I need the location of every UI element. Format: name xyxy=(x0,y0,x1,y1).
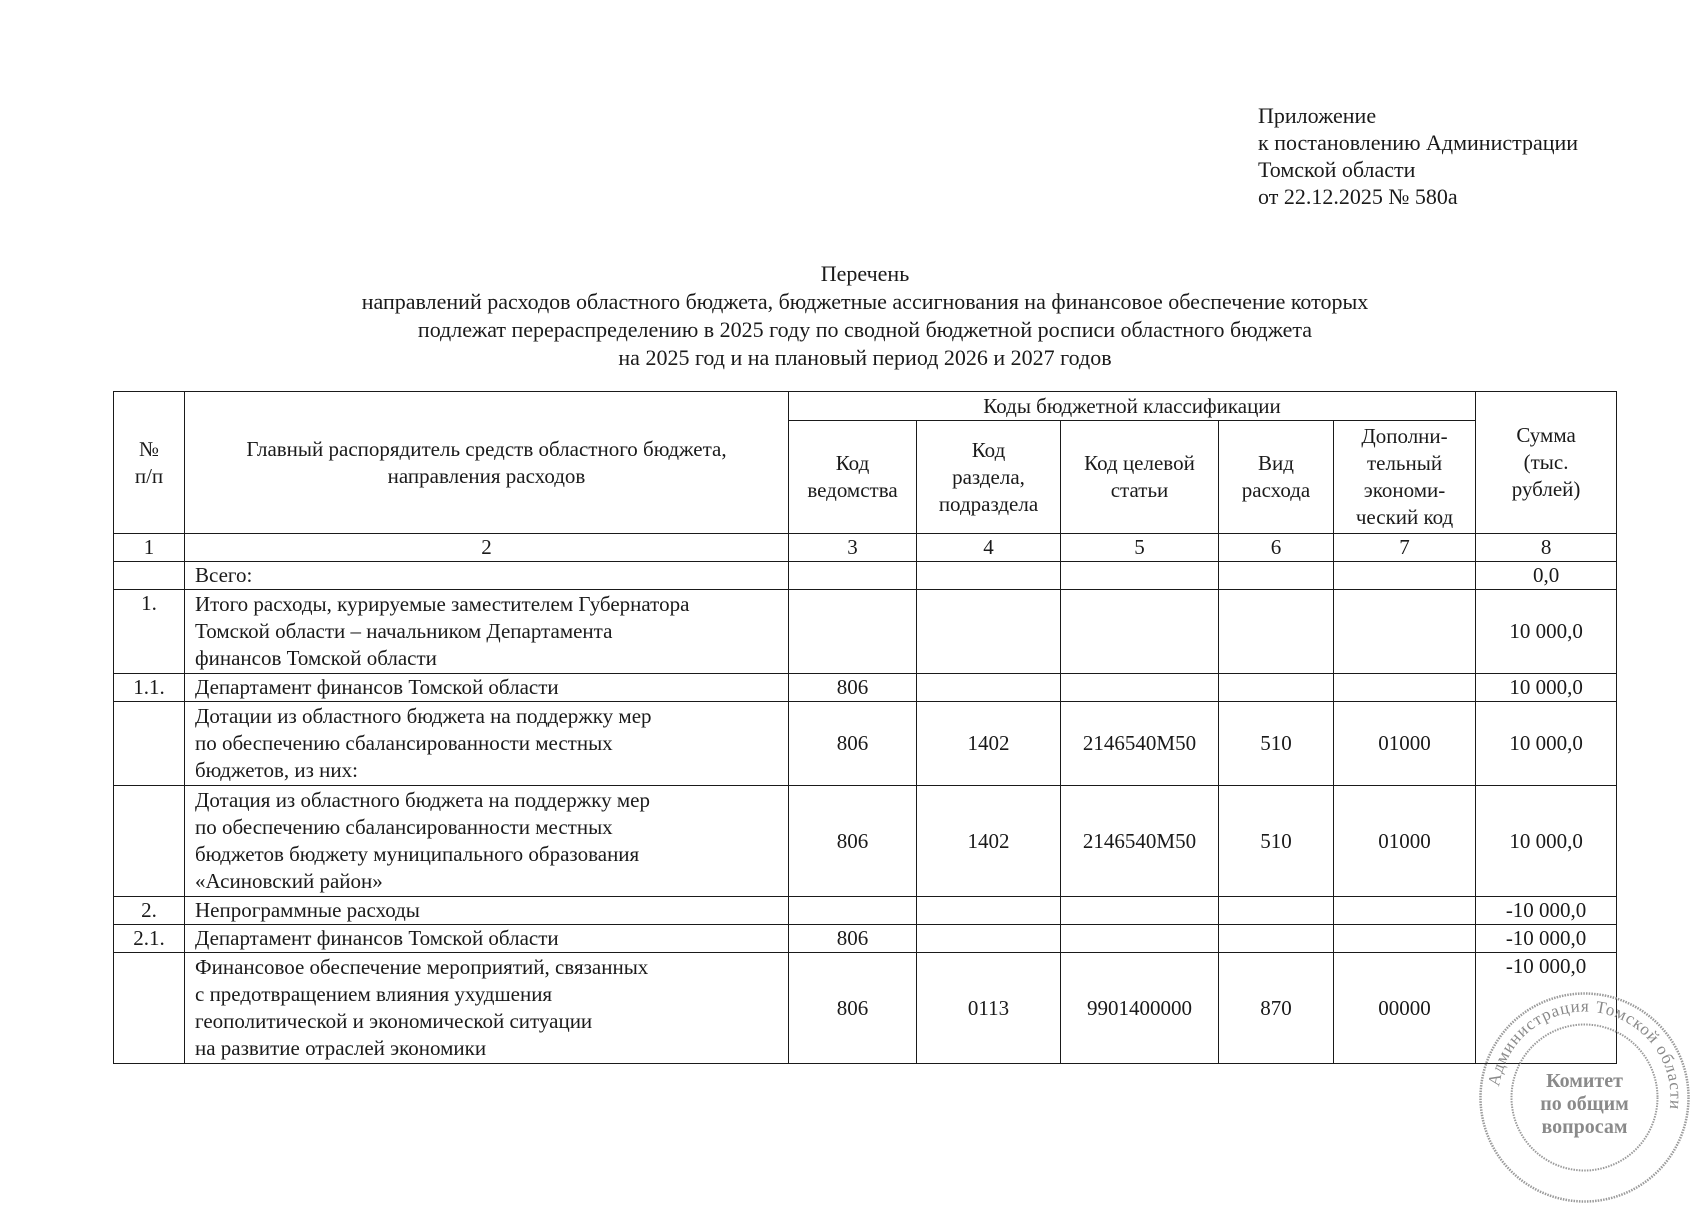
dept-code xyxy=(789,897,917,925)
expense-kind: 510 xyxy=(1219,702,1334,786)
dept-code xyxy=(789,562,917,590)
sum-value: -10 000,0 xyxy=(1476,953,1617,1064)
section-code xyxy=(917,590,1061,674)
expense-kind xyxy=(1219,674,1334,702)
row-number: 1.1. xyxy=(114,674,185,702)
appendix-line: Томской области xyxy=(1258,157,1416,182)
column-number: 3 xyxy=(789,534,917,562)
row-description-line: Итого расходы, курируемые заместителем Губернатора xyxy=(195,592,690,616)
sum-value: -10 000,0 xyxy=(1476,897,1617,925)
row-description-line: Томской области – начальником Департамента xyxy=(195,619,613,643)
row-number xyxy=(114,786,185,897)
section-code xyxy=(917,925,1061,953)
row-description-line: Финансовое обеспечение мероприятий, связанных xyxy=(195,955,649,979)
appendix-line: от 22.12.2025 № 580а xyxy=(1258,184,1458,209)
expense-kind: 510 xyxy=(1219,786,1334,897)
header-dept: Код ведомства xyxy=(789,421,917,534)
sum-value: -10 000,0 xyxy=(1476,925,1617,953)
header-kind: Вид расхода xyxy=(1219,421,1334,534)
extra-code xyxy=(1334,925,1476,953)
dept-code: 806 xyxy=(789,702,917,786)
extra-code: 01000 xyxy=(1334,786,1476,897)
table-row xyxy=(114,590,1617,674)
column-number: 4 xyxy=(917,534,1061,562)
column-number: 1 xyxy=(114,534,185,562)
header-sum: Сумма (тыс. рублей) xyxy=(1476,392,1617,534)
title-line: Перечень xyxy=(820,261,910,286)
expense-kind xyxy=(1219,590,1334,674)
sum-value: 10 000,0 xyxy=(1476,590,1617,674)
dept-code: 806 xyxy=(789,953,917,1064)
section-code: 0113 xyxy=(917,953,1061,1064)
row-description-line: на развитие отраслей экономики xyxy=(195,1036,487,1060)
extra-code: 01000 xyxy=(1334,702,1476,786)
target-code xyxy=(1061,674,1219,702)
row-description-line: Департамент финансов Томской области xyxy=(195,926,559,950)
table-row xyxy=(114,674,1617,702)
dept-code: 806 xyxy=(789,925,917,953)
target-code xyxy=(1061,897,1219,925)
budget-table xyxy=(113,391,1617,1064)
table-row xyxy=(114,925,1617,953)
row-number: 2. xyxy=(114,897,185,925)
stamp-center-line: Комитет xyxy=(1546,1070,1623,1092)
row-description xyxy=(185,925,789,953)
stamp-ring-text: Администрация Томской области xyxy=(1484,996,1686,1111)
table-row xyxy=(114,786,1617,897)
title-line: на 2025 год и на плановый период 2026 и 2027 годов xyxy=(618,345,1112,370)
section-code xyxy=(917,897,1061,925)
appendix-line: к постановлению Администрации xyxy=(1258,130,1579,155)
table-body xyxy=(114,562,1617,1064)
expense-kind: 870 xyxy=(1219,953,1334,1064)
row-description-line: «Асиновский район» xyxy=(195,869,383,893)
target-code: 2146540М50 xyxy=(1061,786,1219,897)
row-description xyxy=(185,953,789,1064)
column-number: 8 xyxy=(1476,534,1617,562)
section-code: 1402 xyxy=(917,702,1061,786)
row-description-line: Департамент финансов Томской области xyxy=(195,675,559,699)
section-code: 1402 xyxy=(917,786,1061,897)
target-code xyxy=(1061,562,1219,590)
row-description-line: Дотации из областного бюджета на поддержку мер xyxy=(195,704,652,728)
column-number: 2 xyxy=(185,534,789,562)
official-stamp xyxy=(1477,990,1692,1205)
title-line: направлений расходов областного бюджета, бюджетные ассигнования на финансовое обеспечение которых xyxy=(361,289,1369,314)
row-description xyxy=(185,897,789,925)
extra-code xyxy=(1334,562,1476,590)
column-number-row xyxy=(114,534,1617,562)
header-row xyxy=(114,392,1617,421)
table-row xyxy=(114,702,1617,786)
row-description xyxy=(185,702,789,786)
row-description-line: по обеспечению сбалансированности местных xyxy=(195,731,613,755)
row-description xyxy=(185,786,789,897)
table-row xyxy=(114,953,1617,1064)
stamp-center-line: по общим xyxy=(1540,1093,1629,1115)
column-number: 6 xyxy=(1219,534,1334,562)
table-row xyxy=(114,562,1617,590)
row-description-line: финансов Томской области xyxy=(195,646,437,670)
header-target: Код целевой статьи xyxy=(1061,421,1219,534)
row-number: 2.1. xyxy=(114,925,185,953)
column-number: 7 xyxy=(1334,534,1476,562)
row-number xyxy=(114,702,185,786)
row-description-line: Непрограммные расходы xyxy=(195,898,420,922)
expense-kind xyxy=(1219,897,1334,925)
row-description-line: геополитической и экономической ситуации xyxy=(195,1009,593,1033)
row-description xyxy=(185,674,789,702)
dept-code xyxy=(789,590,917,674)
extra-code xyxy=(1334,674,1476,702)
header-num: № п/п xyxy=(114,392,185,534)
row-description-line: Всего: xyxy=(195,563,253,587)
extra-code xyxy=(1334,897,1476,925)
stamp-center-line: вопросам xyxy=(1541,1116,1628,1138)
dept-code: 806 xyxy=(789,674,917,702)
row-number: 1. xyxy=(114,590,185,674)
row-description-line: бюджетов бюджету муниципального образования xyxy=(195,842,640,866)
appendix-line: Приложение xyxy=(1258,103,1377,128)
expense-kind xyxy=(1219,925,1334,953)
section-code xyxy=(917,674,1061,702)
header-extra: Дополни- тельный экономи- ческий код xyxy=(1334,421,1476,534)
header-codes-group: Коды бюджетной классификации xyxy=(789,392,1476,421)
sum-value: 10 000,0 xyxy=(1476,702,1617,786)
target-code xyxy=(1061,590,1219,674)
row-description-line: с предотвращением влияния ухудшения xyxy=(195,982,553,1006)
row-number xyxy=(114,562,185,590)
sum-value: 0,0 xyxy=(1476,562,1617,590)
target-code xyxy=(1061,925,1219,953)
table-row xyxy=(114,897,1617,925)
header-main: Главный распорядитель средств областного бюджета, направления расходов xyxy=(185,392,789,534)
row-description-line: бюджетов, из них: xyxy=(195,758,358,782)
sum-value: 10 000,0 xyxy=(1476,786,1617,897)
expense-kind xyxy=(1219,562,1334,590)
section-code xyxy=(917,562,1061,590)
column-number: 5 xyxy=(1061,534,1219,562)
extra-code: 00000 xyxy=(1334,953,1476,1064)
row-description xyxy=(185,562,789,590)
target-code: 9901400000 xyxy=(1061,953,1219,1064)
document-title xyxy=(0,260,1698,372)
dept-code: 806 xyxy=(789,786,917,897)
row-description xyxy=(185,590,789,674)
sum-value: 10 000,0 xyxy=(1476,674,1617,702)
row-description-line: по обеспечению сбалансированности местных xyxy=(195,815,613,839)
appendix-note xyxy=(1258,102,1578,210)
row-number xyxy=(114,953,185,1064)
target-code: 2146540М50 xyxy=(1061,702,1219,786)
row-description-line: Дотация из областного бюджета на поддержку мер xyxy=(195,788,650,812)
extra-code xyxy=(1334,590,1476,674)
header-section: Код раздела, подраздела xyxy=(917,421,1061,534)
title-line: подлежат перераспределению в 2025 году по сводной бюджетной росписи областного бюджета xyxy=(417,317,1313,342)
